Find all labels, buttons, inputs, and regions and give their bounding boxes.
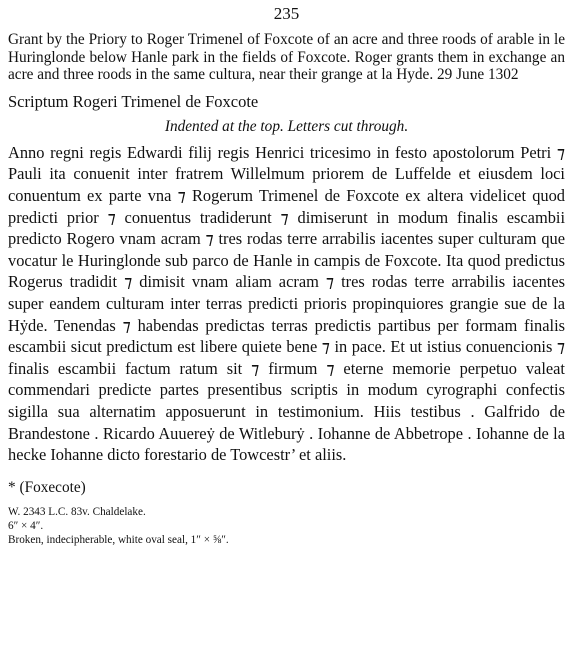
document-title: Scriptum Rogeri Trimenel de Foxcote: [8, 91, 259, 111]
dimensions-line: 6″ × 4″.: [8, 519, 44, 532]
charter-summary: Grant by the Priory to Roger Trimenel of Foxcote of an acre and three roods of arable in le Huringlonde below Hanle park in the fields of Foxcote. Roger grants them in exchange an acre and three roods in the same cultura, near their grange at la Hyde. 29 June 1302: [8, 31, 565, 84]
indentation-note: Indented at the top. Letters cut through.: [164, 117, 409, 135]
charter-text: Anno regni regis Edwardi filij regis Henrici tricesimo in festo apostolorum Petri ⁊ Pauli ita conuenit inter fratrem Willelmum priorem de Luffelde et eiusdem loci conuentum ex parte vna ⁊ Rogerum Trimenel de Foxcote ex altera videlicet quod predicti prior ⁊ conuentus tradiderunt ⁊ dimiserunt in modum finalis escambii predicto Rogero vnam acram ⁊ tres rodas terre arrabilis iacentes super culturam que vocatur le Huringlonde sub parco de Hanle in campis de Foxcote. Ita quod predictus Rogerus tradidit ⁊ dimisit vnam aliam acram ⁊ tres rodas terre arrabilis iacentes super eandem culturam inter terras predicti prioris propinquiores grangie sue de la Hẏde. Tenendas ⁊ habendas predictas terras predictis partibus per formam finalis escambii sicut predictum est libere quiete bene ⁊ in pace. Et ut istius conuencionis ⁊ finalis escambii factum ratum sit ⁊ firmum ⁊ eterne memorie perpetuo valeat commendari predicte partes presentibus scriptis in modum cyrographi confectis sigilla sua alternatim apposuerunt in testimonium. Hiis testibus . Galfrido de Brandestone . Ricardo Auuereẏ de Witleburẏ . Iohanne de Abbetrope . Iohanne de la hecke Iohanne dicto forestario de Towcestr’ et aliis.: [8, 142, 565, 465]
reference-line: W. 2343 L.C. 83v. Chaldelake.: [8, 505, 146, 518]
seal-description: Broken, indecipherable, white oval seal, 1″ × ⅝″.: [8, 533, 229, 546]
footnote: * (Foxecote): [8, 478, 86, 496]
page-number: 235: [273, 4, 300, 23]
